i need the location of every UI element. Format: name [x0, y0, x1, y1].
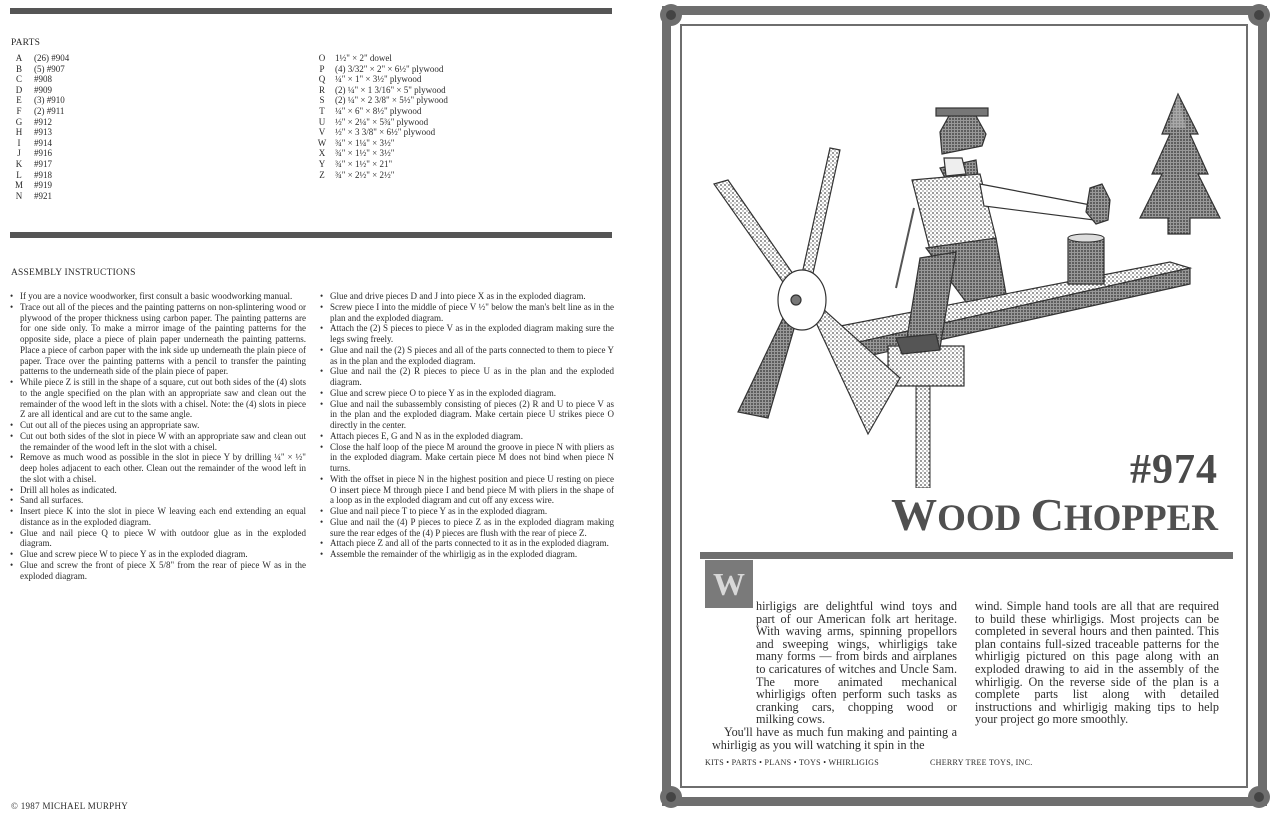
part-letter: O — [318, 53, 326, 63]
part-description: ¼" × 6" × 8½" plywood — [335, 105, 422, 116]
part-description: 1½" × 2" dowel — [335, 53, 392, 63]
instruction-item: • Glue and nail the (4) P pieces to piece Z as in the exploded diagram making sure the rear edges of the (4) P pieces are flush with the rear of piece Z. — [318, 517, 614, 539]
parts-list-left — [10, 53, 69, 201]
part-row — [10, 170, 69, 181]
part-row — [10, 138, 69, 149]
part-description: #914 — [34, 137, 52, 148]
intro-paragraph: You'll have as much fun making and painting a whirligig as you will watching it spin in the — [712, 724, 957, 752]
part-row — [315, 170, 448, 181]
part-row — [10, 159, 69, 170]
part-letter: T — [319, 105, 325, 116]
plan-number: #974 — [1130, 447, 1218, 493]
instruction-item: • Cut out both sides of the slot in piece W with an appropriate saw and clean out the remainder of the wood left in the slot with a chisel. — [8, 431, 306, 453]
part-description: #912 — [34, 116, 52, 127]
middle-rule — [10, 232, 612, 238]
part-row — [10, 53, 69, 64]
part-letter: B — [15, 63, 22, 74]
instruction-item: • Glue and nail the (2) R pieces to piece U as in the plan and the exploded diagram. — [318, 366, 614, 388]
propeller — [714, 148, 900, 434]
instruction-item: • Close the half loop of the piece M around the groove in piece N with pliers as in the exploded diagram. Make certain piece M does not bind when piece N turns. — [318, 442, 614, 474]
top-rule — [10, 8, 612, 14]
part-letter: S — [319, 95, 325, 106]
instruction-item: • If you are a novice woodworker, first consult a basic woodworking manual. — [8, 291, 306, 302]
part-description: ¾" × 1¼" × 3½" — [335, 137, 395, 148]
drop-cap: W — [705, 560, 753, 608]
corner-bolt-icon — [660, 4, 682, 26]
part-letter: M — [14, 180, 23, 191]
instruction-item: • Trace out all of the pieces and the painting patterns on non-splintering wood or plywood of the proper thickness using carbon paper. The painting patterns are for one side only. To make a mirror image of the painting patterns for the opposite side, place a piece of plain paper underneath the painting patterns. Place a piece of carbon paper with the ink side up underneath the plain piece of paper. Trace over the painting patterns with a pencil to transfer the painting patterns to the underneath side of the plain piece of paper. — [8, 302, 306, 377]
intro-column-right: wind. Simple hand tools are all that are required to build these whirligigs. Most projects can be completed in several hours and then painted. This plan contains full-sized traceable patterns for the whirligig pictured on this page along with an exploded drawing to aid in the assembly of the whirligig. On the reverse side of the plan is a complete parts list along with detailed instructions and whirligig making tips to help your project go more smoothly. — [975, 599, 1219, 727]
instruction-item: • Glue and nail the (2) S pieces and all of the parts connected to them to piece Y as in the plan and the exploded diagram. — [318, 345, 614, 367]
instructions-right — [318, 291, 614, 560]
title-initial: W — [891, 489, 938, 540]
part-row — [315, 64, 448, 75]
title-initial: C — [1030, 489, 1064, 540]
part-letter: I — [17, 137, 21, 148]
page-title — [866, 488, 1218, 541]
part-row — [315, 159, 448, 170]
part-description: #909 — [34, 84, 52, 95]
wood-chopper-illustration — [700, 88, 1240, 488]
instruction-item: • While piece Z is still in the shape of a square, cut out both sides of the (4) slots to the angle specified on the plan with an appropriate saw and clean out the remainder of the wood left in the slots with a chisel. Note: the (4) slots in piece Z are all identical and are cut to the same angle. — [8, 377, 306, 420]
part-row — [315, 148, 448, 159]
instruction-item: • Attach the (2) S pieces to piece V as in the exploded diagram making sure the legs swing freely. — [318, 323, 614, 345]
part-description: #908 — [34, 74, 52, 85]
instructions-left — [8, 291, 306, 581]
part-row — [10, 95, 69, 106]
part-letter: V — [318, 127, 326, 138]
instruction-item: • Sand all surfaces. — [8, 495, 306, 506]
title-rule — [700, 552, 1233, 559]
part-letter: R — [318, 84, 325, 95]
part-letter: K — [15, 158, 23, 169]
part-letter: H — [15, 127, 23, 138]
corner-bolt-icon — [660, 786, 682, 808]
instruction-item: • Insert piece K into the slot in piece W leaving each end extending an equal distance as in the exploded diagram. — [8, 506, 306, 528]
part-letter: Q — [318, 74, 326, 85]
instruction-item: • Glue and screw the front of piece X 5/8" from the rear of piece W as in the exploded diagram. — [8, 560, 306, 582]
corner-bolt-icon — [1248, 786, 1270, 808]
part-row — [315, 53, 448, 64]
instruction-item: • Glue and nail piece Q to piece W with outdoor glue as in the exploded diagram. — [8, 528, 306, 550]
footer-publisher: CHERRY TREE TOYS, INC. — [930, 758, 1033, 767]
part-row — [10, 85, 69, 96]
part-description: #918 — [34, 169, 52, 180]
instruction-item: • Assemble the remainder of the whirligig as in the exploded diagram. — [318, 549, 614, 560]
instruction-item: • Attach pieces E, G and N as in the exploded diagram. — [318, 431, 614, 442]
part-description: (2) ¼" × 1 3/16" × 5" plywood — [335, 84, 446, 95]
part-description: ¼" × 1" × 3½" plywood — [335, 74, 422, 85]
part-row — [315, 85, 448, 96]
part-letter: P — [319, 63, 325, 74]
part-description: (4) 3/32" × 2" × 6½" plywood — [335, 63, 444, 74]
part-description: #917 — [34, 158, 52, 169]
corner-bolt-icon — [1248, 4, 1270, 26]
intro-paragraph: hirligigs are delightful wind toys and part of our American folk art heritage. With waving arms, spinning propellors and sweeping wings, whirligigs take many forms — from birds and airplanes to caricatures of witches and Uncle Sam. The more animated mechanical whirligigs often perform such tasks as cranking cars, chopping wood or milking cows. — [756, 599, 957, 727]
part-letter: D — [15, 84, 23, 95]
part-description: ¾" × 1½" × 3½" — [335, 148, 395, 159]
part-row — [315, 138, 448, 149]
part-letter: Z — [319, 169, 325, 180]
part-row — [10, 106, 69, 117]
instruction-item: • Drill all holes as indicated. — [8, 485, 306, 496]
part-letter: U — [318, 116, 326, 127]
assembly-heading: ASSEMBLY INSTRUCTIONS — [11, 268, 136, 278]
instruction-item: • Glue and nail piece T to piece Y as in the exploded diagram. — [318, 506, 614, 517]
part-row — [10, 64, 69, 75]
instruction-item: • Screw piece I into the middle of piece V ½" below the man's belt line as in the plan and the exploded diagram. — [318, 302, 614, 324]
title-part: OOD — [937, 498, 1031, 539]
part-letter: Y — [318, 158, 326, 169]
part-row — [315, 117, 448, 128]
part-description: (2) ¼" × 2 3/8" × 5½" plywood — [335, 95, 448, 106]
parts-heading: PARTS — [11, 38, 41, 48]
part-description: (26) #904 — [34, 53, 70, 63]
footer-tagline: KITS • PARTS • PLANS • TOYS • WHIRLIGIGS — [705, 758, 880, 767]
title-part: HOPPER — [1063, 498, 1218, 539]
part-letter: F — [16, 105, 22, 116]
copyright: © 1987 MICHAEL MURPHY — [11, 801, 129, 811]
part-row — [10, 117, 69, 128]
part-letter: A — [15, 53, 23, 63]
part-description: #916 — [34, 148, 52, 159]
part-row — [315, 95, 448, 106]
part-row — [10, 180, 69, 191]
part-letter: G — [15, 116, 23, 127]
part-row — [10, 148, 69, 159]
instruction-item: • Glue and screw piece O to piece Y as in the exploded diagram. — [318, 388, 614, 399]
part-description: ½" × 2¼" × 5¾" plywood — [335, 116, 429, 127]
part-description: ¾" × 1½" × 21" — [335, 158, 393, 169]
part-description: #921 — [34, 190, 52, 201]
instruction-item: • Glue and drive pieces D and J into piece X as in the exploded diagram. — [318, 291, 614, 302]
instruction-item: • With the offset in piece N in the highest position and piece U resting on piece O insert piece M through piece I and bend piece M with pliers in the shape of a loop as in the exploded diagram and cut off any excess wire. — [318, 474, 614, 506]
part-letter: L — [16, 169, 22, 180]
part-row — [315, 74, 448, 85]
part-row — [315, 127, 448, 138]
part-description: (3) #910 — [34, 95, 65, 106]
part-row — [10, 74, 69, 85]
part-row — [10, 191, 69, 202]
part-description: #919 — [34, 180, 52, 191]
part-letter: N — [15, 190, 23, 201]
instruction-item: • Cut out all of the pieces using an appropriate saw. — [8, 420, 306, 431]
part-row — [10, 127, 69, 138]
part-description: (2) #911 — [34, 105, 65, 116]
instruction-item: • Glue and screw piece W to piece Y as in the exploded diagram. — [8, 549, 306, 560]
pole — [916, 378, 930, 488]
parts-list-right — [315, 53, 448, 180]
part-description: #913 — [34, 127, 52, 138]
chopping-block — [1068, 234, 1104, 284]
pine-tree-icon — [1140, 94, 1220, 234]
part-description: (5) #907 — [34, 63, 65, 74]
part-description: ¾" × 2½" × 2½" — [335, 169, 395, 180]
part-letter: C — [15, 74, 22, 85]
intro-column-left — [712, 600, 957, 751]
part-letter: J — [17, 148, 21, 159]
part-letter: E — [16, 95, 22, 106]
part-letter: W — [317, 137, 327, 148]
part-row — [315, 106, 448, 117]
instruction-item: • Glue and nail the subassembly consisting of pieces (2) R and U to piece V as in the plan and the exploded diagram. Make certain piece U strikes piece O directly in the center. — [318, 399, 614, 431]
part-letter: X — [318, 148, 326, 159]
part-description: ½" × 3 3/8" × 6½" plywood — [335, 127, 436, 138]
instruction-item: • Attach piece Z and all of the parts connected to it as in the exploded diagram. — [318, 538, 614, 549]
instruction-item: • Remove as much wood as possible in the slot in piece Y by drilling ¼" × ½" deep holes adjacent to each other. Clean out the remainder of the wood left in the slot with a chisel. — [8, 452, 306, 484]
